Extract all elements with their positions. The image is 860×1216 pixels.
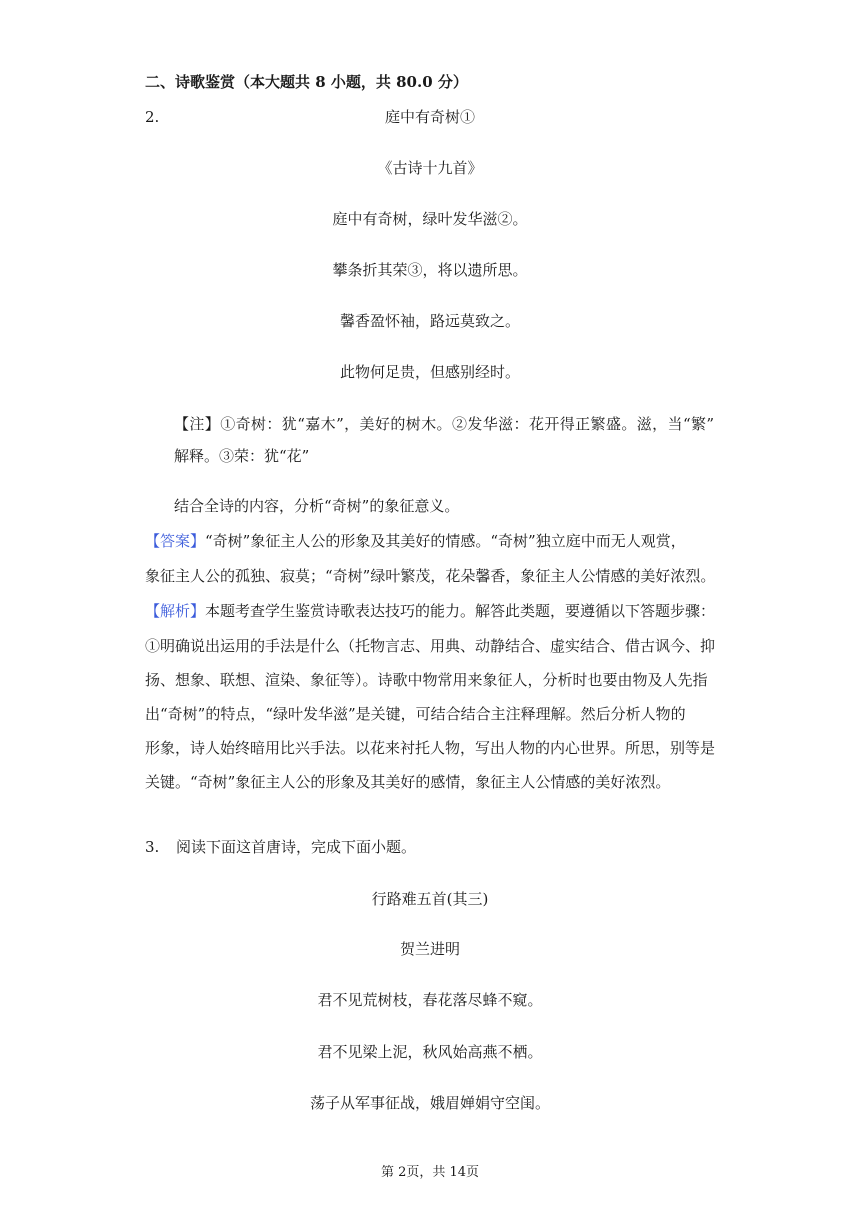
- poem-line: 馨香盈怀袖，路远莫致之。: [339, 312, 520, 330]
- analysis-line: 出“奇树”的特点，“绿叶发华滋”是关键，可结合结合主注释理解。然后分析人物的: [145, 705, 686, 723]
- answer-text: “奇树”象征主人公的形象及其美好的情感。“奇树”独立庭中而无人观赏，: [205, 532, 686, 550]
- page-footer: 第 2页，共 14页: [380, 1165, 480, 1180]
- analysis-line: ①明确说出运用的手法是什么（托物言志、用典、动静结合、虚实结合、借古讽今、抑: [145, 637, 716, 655]
- poem-line: 荡子从军事征战，娥眉婵娟守空闺。: [309, 1094, 550, 1112]
- question-number: 2.: [145, 108, 160, 126]
- poem-line: 君不见梁上泥，秋风始高燕不栖。: [317, 1043, 543, 1061]
- poem-title: 行路难五首(其三): [371, 890, 489, 908]
- poem-title: 庭中有奇树①: [384, 108, 475, 126]
- answer-line: 象征主人公的孤独、寂莫；“奇树”绿叶繁茂，花朵馨香，象征主人公情感的美好浓烈。: [145, 567, 716, 585]
- question-text: 结合全诗的内容，分析“奇树”的象征意义。: [174, 497, 460, 515]
- analysis-line: [145, 601, 715, 621]
- poem-line: 君不见荒树枝，春花落尽蜂不窥。: [317, 991, 543, 1009]
- poem-source: 《古诗十九首》: [377, 159, 483, 177]
- analysis-line: 扬、想象、联想、渲染、象征等）。诗歌中物常用来象征人，分析时也要由物及人先指: [145, 671, 708, 689]
- poem-note: 【注】①奇树：犹“嘉木”，美好的树木。②发华滋：花开得正繁盛。滋，当“繁”: [174, 415, 715, 433]
- poem-line: 此物何足贵，但感别经时。: [339, 363, 520, 381]
- question-number: 3.: [145, 838, 160, 856]
- answer-tag: 【答案】: [145, 532, 206, 550]
- question-prompt: 阅读下面这首唐诗，完成下面小题。: [176, 838, 417, 856]
- section-heading: 二、诗歌鉴赏（本大题共 8 小题，共 80.0 分）: [145, 73, 468, 91]
- poem-line: 庭中有奇树，绿叶发华滋②。: [332, 210, 528, 228]
- poem-note: 解释。③荣：犹“花”: [174, 447, 310, 465]
- analysis-line: 关键。“奇树”象征主人公的形象及其美好的感情，象征主人公情感的美好浓烈。: [145, 773, 671, 791]
- poem-author: 贺兰进明: [399, 940, 460, 958]
- answer-line: [145, 531, 686, 551]
- analysis-line: 形象，诗人始终暗用比兴手法。以花来衬托人物，写出人物的内心世界。所思，别等是: [145, 739, 716, 757]
- analysis-tag: 【解析】: [145, 602, 206, 620]
- analysis-text: 本题考查学生鉴赏诗歌表达技巧的能力。解答此类题，要遵循以下答题步骤：: [205, 602, 716, 620]
- poem-line: 攀条折其荣③，将以遗所思。: [332, 261, 528, 279]
